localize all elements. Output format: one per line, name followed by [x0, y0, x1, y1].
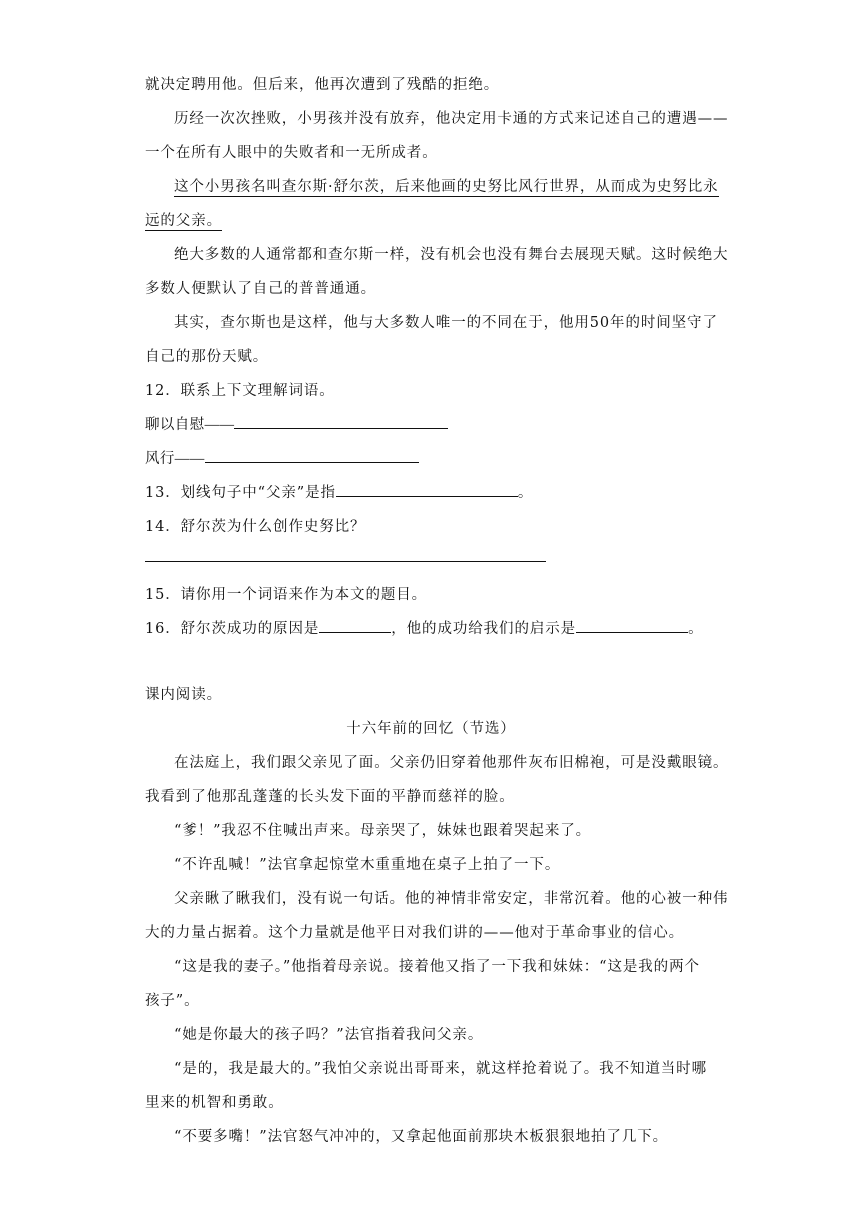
term-label: 聊以自慰—— [145, 417, 235, 433]
passage-line: “是的，我是最大的。”我怕父亲说出哥哥来，就这样抢着说了。我不知道当时哪 [174, 1061, 707, 1077]
passage-title: 十六年前的回忆（节选） [346, 721, 516, 737]
question-text: ，他的成功给我们的启示是 [391, 621, 577, 637]
question-14: 14．舒尔茨为什么创作史努比？ [145, 519, 366, 535]
answer-blank[interactable] [336, 484, 518, 497]
term-label: 风行—— [145, 451, 205, 467]
underlined-sentence-line [174, 175, 719, 196]
passage-line: 我看到了他那乱蓬蓬的长头发下面的平静而慈祥的脸。 [145, 789, 515, 805]
passage-line: 自己的那份天赋。 [145, 349, 269, 365]
passage-line: 孩子”。 [145, 993, 200, 1009]
passage-line: “不许乱喊！”法官拿起惊堂木重重地在桌子上拍了一下。 [174, 857, 561, 873]
passage-line: “爹！”我忍不住喊出声来。母亲哭了，妹妹也跟着哭起来了。 [174, 823, 592, 839]
passage-line: “这是我的妻子。”他指着母亲说。接着他又指了一下我和妹妹：“这是我的两个 [174, 959, 700, 975]
passage-line: 大的力量占据着。这个力量就是他平日对我们讲的——他对于革命事业的信心。 [145, 925, 684, 941]
passage-line: 一个在所有人眼中的失败者和一无所成者。 [145, 145, 438, 161]
answer-blank[interactable] [319, 620, 391, 633]
passage-line: 就决定聘用他。但后来，他再次遭到了残酷的拒绝。 [145, 77, 500, 93]
passage-line: 多数人便默认了自己的普普通通。 [145, 281, 376, 297]
question-16 [145, 617, 703, 638]
question-text: 16．舒尔茨成功的原因是 [145, 621, 320, 637]
passage-line: 在法庭上，我们跟父亲见了面。父亲仍旧穿着他那件灰布旧棉袍，可是没戴眼镜。 [174, 755, 729, 771]
passage-line: 其实，查尔斯也是这样，他与大多数人唯一的不同在于，他用50年的时间坚守了 [174, 315, 718, 331]
passage-line: “不要多嘴！”法官怒气冲冲的，又拿起他面前那块木板狠狠地拍了几下。 [174, 1129, 669, 1145]
passage-line: “她是你最大的孩子吗？”法官指着我问父亲。 [174, 1027, 484, 1043]
underlined-sentence: 这个小男孩名叫查尔斯·舒尔茨，后来他画的史努比风行世界，从而成为史努比永 [174, 179, 719, 195]
passage-line: 绝大多数的人通常都和查尔斯一样，没有机会也没有舞台去展现天赋。这时候绝大 [174, 247, 729, 263]
question-12-item-1 [145, 413, 448, 434]
question-15: 15．请你用一个词语来作为本文的题目。 [145, 587, 428, 603]
question-text: 。 [517, 485, 534, 501]
passage-line: 历经一次次挫败，小男孩并没有放弃，他决定用卡通的方式来记述自己的遭遇—— [174, 111, 729, 127]
question-12-item-2 [145, 447, 419, 468]
passage-line: 里来的机智和勇敢。 [145, 1095, 284, 1111]
section-heading: 课内阅读。 [145, 687, 222, 703]
answer-line[interactable] [145, 561, 546, 562]
question-12: 12．联系上下文理解词语。 [145, 383, 335, 399]
question-13 [145, 481, 533, 502]
passage-line: 父亲瞅了瞅我们，没有说一句话。他的神情非常安定，非常沉着。他的心被一种伟 [174, 891, 729, 907]
answer-blank[interactable] [205, 450, 419, 463]
underlined-sentence: 远的父亲。 [145, 213, 222, 229]
answer-blank[interactable] [234, 416, 448, 429]
answer-blank[interactable] [576, 620, 688, 633]
question-text: 。 [688, 621, 704, 637]
underlined-sentence-line [145, 209, 222, 230]
question-text: 13．划线句子中“父亲”是指 [145, 485, 336, 501]
